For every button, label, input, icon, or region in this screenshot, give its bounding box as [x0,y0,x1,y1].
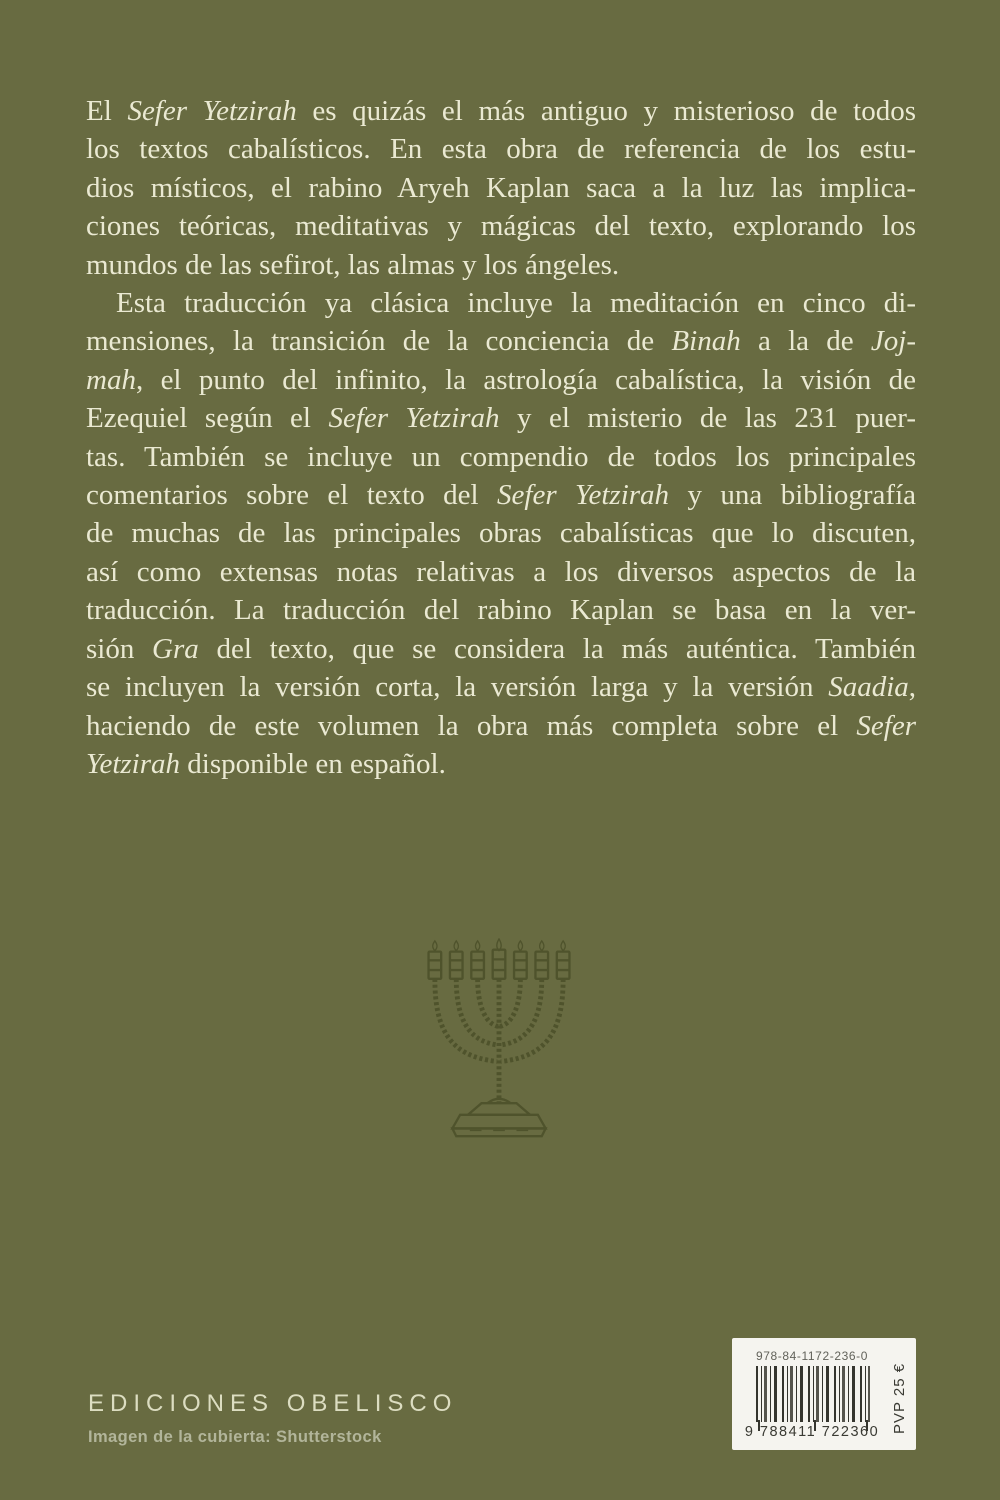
synopsis-text [86,92,916,783]
text-line: Esta traducción ya clásica incluye la meditación en cinco di- [116,287,916,320]
text-line: comentarios sobre el texto del Sefer Yetzirah y una bibliografía [86,479,916,512]
price-text: PVP 25 € [891,1362,908,1434]
text-line: haciendo de este volumen la obra más completa sobre el Sefer [86,709,916,742]
text-line: mensiones, la transición de la conciencia de Binah a la de Joj- [86,325,917,358]
text-line: traducción. La traducción del rabino Kaplan se basa en la ver- [86,594,916,627]
text-line: de muchas de las principales obras cabalísticas que lo discuten, [86,517,916,550]
text-line: Ezequiel según el Sefer Yetzirah y el misterio de las 231 puer- [86,402,917,435]
text-line: ciones teóricas, meditativas y mágicas del texto, explorando los [86,210,916,243]
text-line: Yetzirah disponible en español. [86,747,446,780]
text-line: El Sefer Yetzirah es quizás el más antiguo y misterioso de todos [86,95,916,127]
text-line: se incluyen la versión corta, la versión larga y la versión Saadia, [86,671,916,704]
barcode-label [732,1338,916,1450]
barcode-bars-icon [756,1366,870,1422]
text-line: dios místicos, el rabino Aryeh Kaplan saca a la luz las implica- [86,171,916,204]
text-line: sión Gra del texto, que se considera la más auténtica. También [86,632,916,665]
isbn-digits: 9 788411 722360 [744,1424,880,1440]
text-line: así como extensas notas relativas a los diversos aspectos de la [86,555,916,588]
isbn-number: 978-84-1172-236-0 [755,1349,869,1363]
publisher-name: EDICIONES OBELISCO [88,1390,458,1417]
text-line: mah, el punto del infinito, la astrología cabalística, la visión de [86,363,916,396]
cover-credit: Imagen de la cubierta: Shutterstock [88,1428,382,1446]
text-line: tas. También se incluye un compendio de todos los principales [86,440,916,473]
text-line: mundos de las sefirot, las almas y los ángeles. [86,248,620,281]
text-line: los textos cabalísticos. En esta obra de referencia de los estu- [86,133,916,166]
menorah-icon [420,938,578,1144]
